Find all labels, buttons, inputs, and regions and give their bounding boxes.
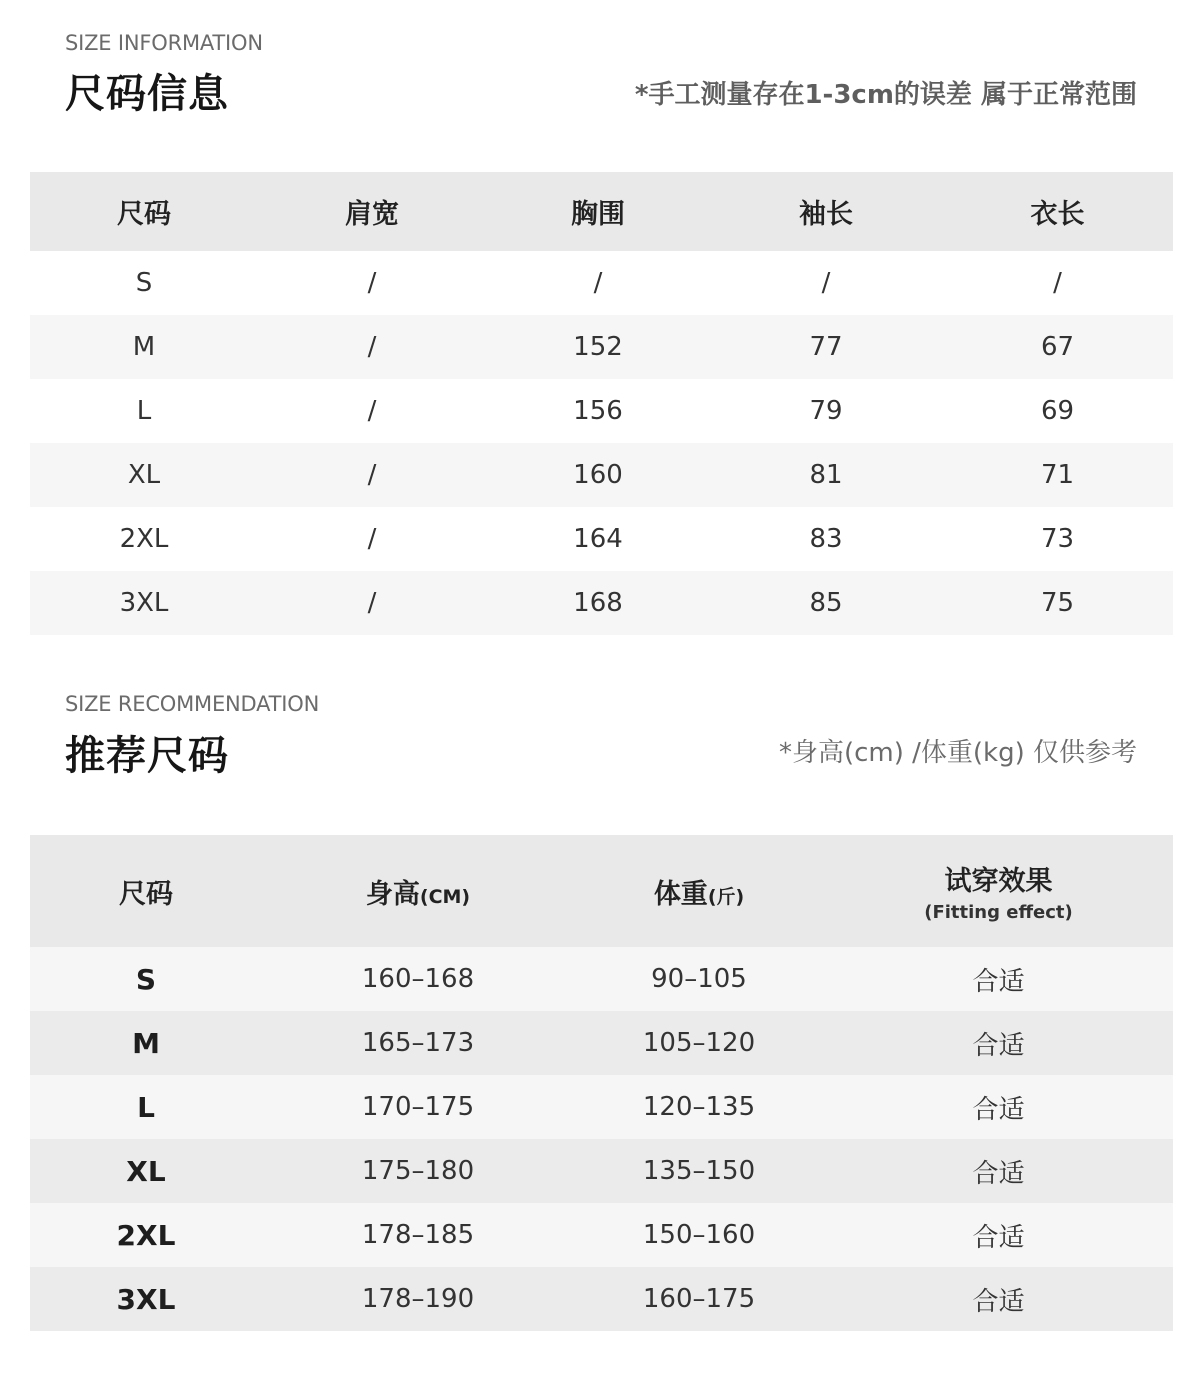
cell-fitting: 合适 xyxy=(972,966,1025,997)
cell-sleeve: 77 xyxy=(809,332,843,362)
table-header-row xyxy=(30,172,1173,251)
cell-size: XL xyxy=(127,460,161,490)
header-size: 尺码 xyxy=(119,878,173,910)
table-row xyxy=(30,1011,1173,1075)
cell-fitting: 合适 xyxy=(972,1286,1025,1317)
header-chest: 胸围 xyxy=(571,199,625,230)
table-row xyxy=(30,571,1173,635)
cell-height: 165–173 xyxy=(361,1028,475,1058)
cell-sleeve: 83 xyxy=(809,524,843,554)
cell-weight: 135–150 xyxy=(642,1156,756,1186)
cell-weight: 120–135 xyxy=(642,1092,756,1122)
header-size: 尺码 xyxy=(117,199,171,230)
reference-note: *身高(cm) /体重(kg) 仅供参考 xyxy=(778,738,1137,768)
table-header-row xyxy=(30,835,1173,947)
cell-size: 3XL xyxy=(116,1282,176,1316)
table-row xyxy=(30,1267,1173,1331)
size-info-en-title: SIZE INFORMATION xyxy=(65,31,263,55)
table-row xyxy=(30,379,1173,443)
cell-size: L xyxy=(136,396,152,426)
table-row xyxy=(30,1075,1173,1139)
header-weight xyxy=(574,872,824,911)
cell-height: 178–185 xyxy=(361,1220,475,1250)
cell-fitting: 合适 xyxy=(972,1030,1025,1061)
cell-shoulder: / xyxy=(367,268,377,298)
cell-shoulder: / xyxy=(367,524,377,554)
table-row xyxy=(30,507,1173,571)
cell-size: M xyxy=(132,1026,160,1060)
cell-chest: 164 xyxy=(573,524,623,554)
cell-length: 71 xyxy=(1040,460,1075,490)
cell-chest: / xyxy=(593,268,603,298)
cell-length: 69 xyxy=(1040,396,1075,426)
cell-chest: 152 xyxy=(573,332,623,362)
cell-shoulder: / xyxy=(367,332,377,362)
cell-chest: 156 xyxy=(573,396,623,426)
header-sleeve: 袖长 xyxy=(799,199,853,230)
cell-size: 2XL xyxy=(119,524,169,554)
table-row xyxy=(30,251,1173,315)
cell-size: M xyxy=(132,332,156,362)
cell-chest: 160 xyxy=(573,460,623,490)
header-weight-label: 体重 xyxy=(653,878,708,910)
cell-weight: 150–160 xyxy=(642,1220,756,1250)
measurement-note: *手工测量存在1-3cm的误差 属于正常范围 xyxy=(634,80,1137,110)
header-height-unit: (CM) xyxy=(419,885,471,908)
size-rec-en-title: SIZE RECOMMENDATION xyxy=(65,692,320,716)
cell-fitting: 合适 xyxy=(972,1094,1025,1125)
table-row xyxy=(30,1203,1173,1267)
header-weight-unit: (斤) xyxy=(707,885,745,908)
size-info-table xyxy=(30,172,1173,635)
cell-weight: 105–120 xyxy=(642,1028,756,1058)
cell-shoulder: / xyxy=(367,460,377,490)
cell-sleeve: 85 xyxy=(809,588,843,618)
cell-weight: 90–105 xyxy=(651,964,747,994)
cell-size: 3XL xyxy=(119,588,169,618)
header-height xyxy=(262,872,574,911)
cell-size: S xyxy=(135,268,153,298)
table-row xyxy=(30,443,1173,507)
size-rec-title: 推荐尺码 xyxy=(65,733,229,779)
cell-shoulder: / xyxy=(367,396,377,426)
header-height-label: 身高 xyxy=(365,878,420,910)
cell-size: L xyxy=(137,1090,155,1124)
cell-length: 75 xyxy=(1040,588,1075,618)
header-length: 衣长 xyxy=(1030,199,1085,230)
cell-sleeve: 81 xyxy=(809,460,843,490)
table-row xyxy=(30,1139,1173,1203)
cell-chest: 168 xyxy=(573,588,623,618)
cell-shoulder: / xyxy=(367,588,377,618)
header-fitting-sub: (Fitting effect) xyxy=(924,902,1073,923)
header-shoulder: 肩宽 xyxy=(345,199,399,230)
cell-length: 67 xyxy=(1040,332,1075,362)
cell-length: 73 xyxy=(1040,524,1075,554)
cell-size: 2XL xyxy=(116,1218,176,1252)
cell-length: / xyxy=(1053,268,1062,298)
header-fitting xyxy=(824,859,1173,923)
header-fitting-label: 试穿效果 xyxy=(944,866,1053,897)
table-row xyxy=(30,315,1173,379)
cell-sleeve: 79 xyxy=(809,396,843,426)
size-recommendation-table xyxy=(30,835,1173,1331)
cell-height: 178–190 xyxy=(361,1284,475,1314)
cell-fitting: 合适 xyxy=(972,1222,1025,1253)
cell-size: XL xyxy=(126,1154,166,1188)
size-info-title: 尺码信息 xyxy=(65,71,229,117)
cell-fitting: 合适 xyxy=(972,1158,1025,1189)
cell-size: S xyxy=(135,962,157,996)
cell-sleeve: / xyxy=(821,268,831,298)
cell-height: 160–168 xyxy=(361,964,475,994)
cell-height: 170–175 xyxy=(361,1092,475,1122)
table-row xyxy=(30,947,1173,1011)
cell-weight: 160–175 xyxy=(642,1284,756,1314)
cell-height: 175–180 xyxy=(361,1156,475,1186)
